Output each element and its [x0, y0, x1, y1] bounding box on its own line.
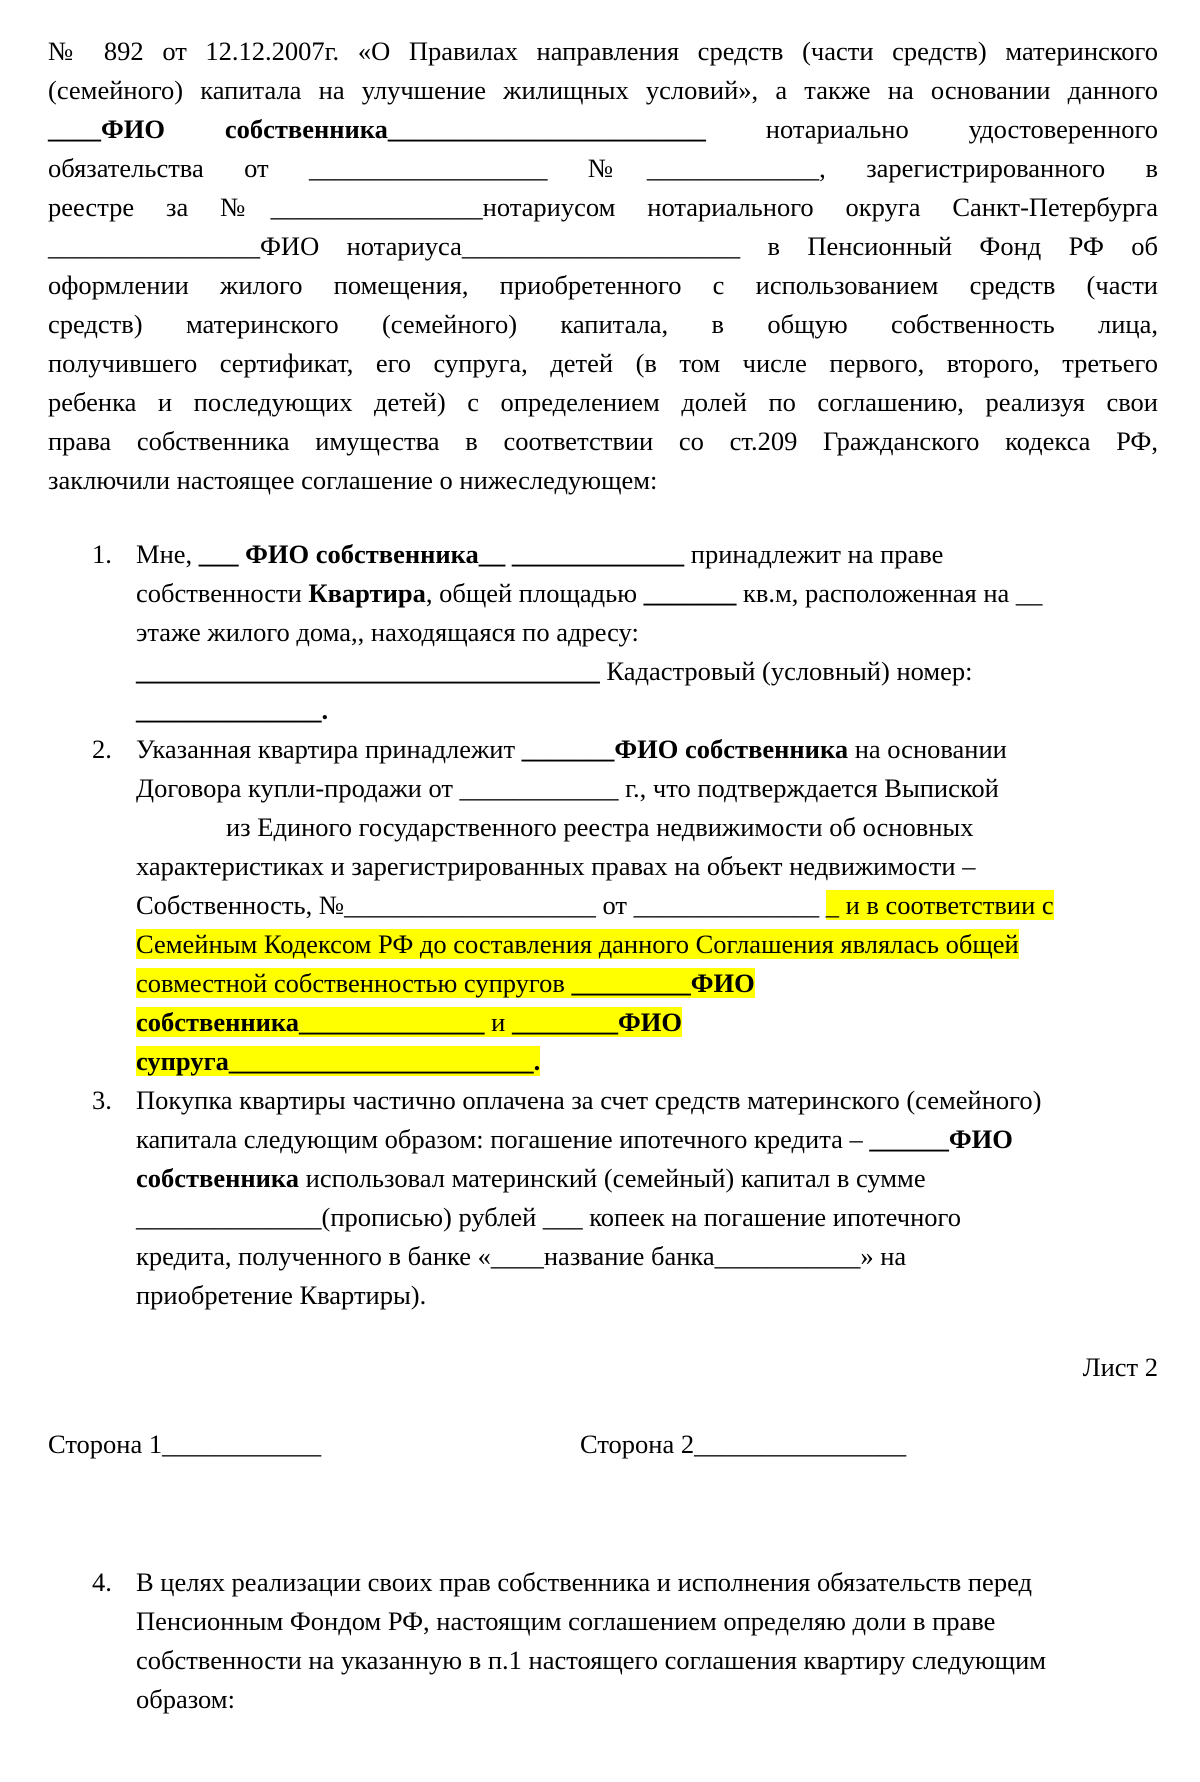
highlighted-text: ________ФИО	[511, 1007, 682, 1037]
highlighted-text: супруга_______________________.	[136, 1046, 541, 1076]
text-line	[136, 925, 1158, 964]
text-span: нотариально удостоверенного	[705, 114, 1158, 144]
text-span: Мне,	[136, 539, 199, 569]
text-line: ребенка и последующих детей) с определением долей по соглашению, реализуя свои	[48, 387, 1158, 417]
text-span: собственности	[136, 578, 309, 608]
highlighted-text: и	[484, 1007, 512, 1037]
area-field: _______	[643, 578, 737, 608]
owner-name-field: ____ФИО собственника________________________	[48, 114, 706, 144]
text-line	[136, 1120, 1158, 1159]
text-line: ______________(прописью) рублей ___ копеек на погашение ипотечного	[136, 1202, 961, 1232]
text-line: реестре за №________________нотариусом нотариального округа Санкт-Петербурга	[48, 192, 1158, 222]
owner-name-field: _______ФИО собственника	[521, 734, 849, 764]
text-line	[136, 652, 1158, 691]
list-item-4-body	[48, 1563, 1158, 1719]
list-item-3	[48, 1081, 1158, 1315]
text-span: Кадастровый (условный) номер:	[599, 656, 973, 686]
text-line: В целях реализации своих прав собственника и исполнения обязательств перед	[136, 1567, 1032, 1597]
text-line	[48, 110, 1158, 149]
text-line: права собственника имущества в соответствии со ст.209 Гражданского кодекса РФ,	[48, 426, 1158, 456]
highlighted-text: совместной собственностью супругов	[136, 968, 572, 998]
numbered-list	[48, 535, 1158, 1315]
text-line: получившего сертификат, его супруга, детей (в том числе первого, второго, третьего	[48, 348, 1158, 378]
property-type: Квартира	[308, 578, 426, 608]
text-line: собственности на указанную в п.1 настоящего соглашения квартиру следующим	[136, 1645, 1047, 1675]
text-line: оформлении жилого помещения, приобретенного с использованием средств (части	[48, 270, 1158, 300]
text-span: , общей площадью	[425, 578, 644, 608]
text-span: на основании	[848, 734, 1007, 764]
text-line: образом:	[136, 1684, 235, 1714]
text-line	[136, 1042, 1158, 1081]
text-line: из Единого государственного реестра недвижимости об основных	[226, 812, 974, 842]
text-line: характеристиках и зарегистрированных правах на объект недвижимости –	[136, 851, 976, 881]
text-line: Покупка квартиры частично оплачена за счет средств материнского (семейного)	[136, 1085, 1042, 1115]
owner-name-field: ___ ФИО собственника__ _____________	[198, 539, 685, 569]
address-field: ___________________________________	[136, 656, 600, 686]
intro-paragraph	[48, 32, 1158, 500]
highlighted-text: собственника______________	[136, 1007, 485, 1037]
text-line: Договора купли-продажи от ____________ г., что подтверждается Выпиской	[136, 773, 999, 803]
text-line: ________________ФИО нотариуса_____________________ в Пенсионный Фонд РФ об	[48, 231, 1158, 261]
item-number: 4.	[92, 1567, 112, 1597]
text-span: капитала следующим образом: погашение ипотечного кредита –	[136, 1124, 870, 1154]
text-line: этаже жилого дома,, находящаяся по адресу:	[136, 617, 639, 647]
party-2-signature: Сторона 2________________	[580, 1429, 907, 1459]
party-1-signature: Сторона 1____________	[48, 1429, 322, 1459]
highlighted-text: _ и в соответствии с	[825, 890, 1054, 920]
signature-row	[48, 1425, 1158, 1464]
text-span: Собственность, №___________________ от ______________	[136, 890, 826, 920]
text-line: кредита, полученного в банке «____название банка___________» на	[136, 1241, 907, 1271]
text-line	[136, 535, 1158, 574]
text-line: средств) материнского (семейного) капитала, в общую собственность лица,	[48, 309, 1158, 339]
text-line	[136, 886, 1158, 925]
owner-name-field: собственника	[136, 1163, 300, 1193]
text-line: обязательства от __________________ №_____________, зарегистрированного в	[48, 153, 1158, 183]
list-item-2	[48, 730, 1158, 1081]
item-number: 3.	[92, 1085, 112, 1115]
text-line: (семейного) капитала на улучшение жилищных условий», а также на основании данного	[48, 75, 1158, 105]
text-span: использовал материнский (семейный) капитал в сумме	[299, 1163, 926, 1193]
text-line	[136, 574, 1158, 613]
text-line	[136, 1159, 1158, 1198]
text-span: кв.м, расположенная на __	[736, 578, 1043, 608]
cadastral-number-field: ______________.	[136, 695, 329, 725]
text-line: Пенсионным Фондом РФ, настоящим соглашением определяю доли в праве	[136, 1606, 996, 1636]
text-line: приобретение Квартиры).	[136, 1280, 427, 1310]
item-number: 2.	[92, 734, 112, 764]
text-line	[136, 730, 1158, 769]
item-number: 1.	[92, 539, 112, 569]
list-item-1	[48, 535, 1158, 730]
text-span: принадлежит на праве	[684, 539, 944, 569]
owner-name-field: ______ФИО	[869, 1124, 1013, 1154]
text-span: Указанная квартира принадлежит	[136, 734, 522, 764]
sheet-number: Лист 2	[1082, 1352, 1158, 1382]
text-line	[136, 964, 1158, 1003]
text-line	[136, 1003, 1158, 1042]
text-line: заключили настоящее соглашение о нижеследующем:	[48, 465, 658, 495]
highlighted-text: _________ФИО	[571, 968, 755, 998]
text-line: № 892 от 12.12.2007г. «О Правилах направления средств (части средств) материнского	[48, 36, 1158, 66]
list-item-4	[48, 1563, 1158, 1719]
highlighted-text: Семейным Кодексом РФ до составления данного Соглашения являлась общей	[136, 929, 1019, 959]
